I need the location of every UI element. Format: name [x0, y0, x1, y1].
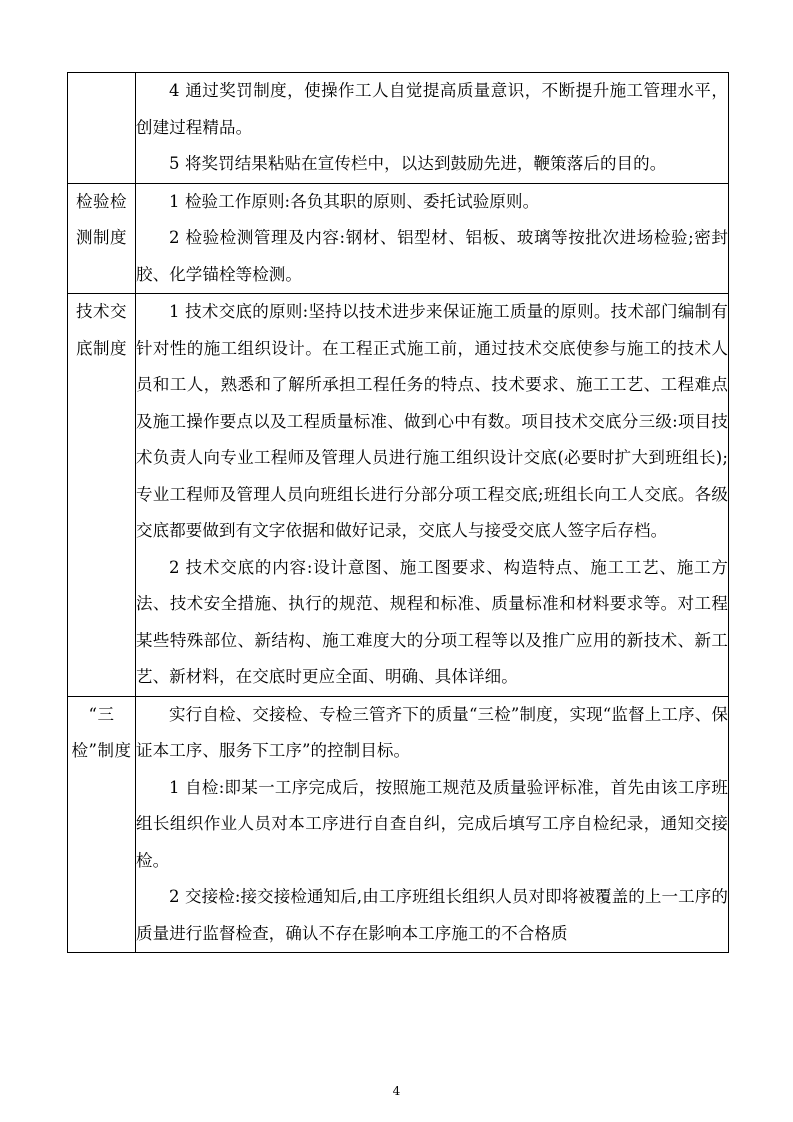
paragraph: 1 检验工作原则:各负其职的原则、委托试验原则。 — [169, 191, 540, 211]
paragraph: 2 交接检:接交接检通知后,由工序班组长组织人员对即将被覆盖的上一工序的质量进行监督检查，确认不存在影响本工序施工的不合格质 — [136, 887, 728, 943]
paragraph: 4 通过奖罚制度，使操作工人自觉提高质量意识，不断提升施工管理水平，创建过程精品。 — [136, 81, 728, 137]
page-number: 4 — [392, 1084, 401, 1098]
paragraph: 2 技术交底的内容:设计意图、施工图要求、构造特点、施工工艺、施工方法、技术安全措施、执行的规范、规程和标准、质量标准和材料要求等。对工程某些特殊部位、新结构、施工难度大的分项工程等以及推广应用的新技术、新工艺、新材料，在交底时更应全面、明确、具体详细。 — [136, 557, 728, 686]
row-body-cell-inspection-testing — [136, 183, 729, 294]
quality-management-system-table — [67, 72, 729, 953]
table-row — [68, 183, 729, 294]
table-row — [68, 73, 729, 184]
row-label-cell-inspection-testing: 检验检测制度 — [68, 183, 136, 294]
paragraph: 2 检验检测管理及内容:钢材、铝型材、铝板、玻璃等按批次进场检验;密封胶、化学锚栓等检测。 — [136, 228, 728, 284]
row-label-cell-technical-disclosure: 技术交底制度 — [68, 294, 136, 697]
paragraph: 1 自检:即某一工序完成后，按照施工规范及质量验评标准，首先由该工序班组长组织作业人员对本工序进行自查自纠，完成后填写工序自检纪录，通知交接检。 — [136, 777, 728, 870]
row-body-cell-three-inspections — [136, 696, 729, 953]
paragraph: 5 将奖罚结果粘贴在宣传栏中，以达到鼓励先进，鞭策落后的目的。 — [169, 154, 667, 173]
paragraph: 实行自检、交接检、专检三管齐下的质量“三检”制度，实现“监督上工序、保证本工序、服务下工序”的控制目标。 — [136, 704, 728, 760]
row-label-cell-continuation — [68, 73, 136, 184]
table-row — [68, 696, 729, 953]
table-row — [68, 294, 729, 697]
row-body-cell-technical-disclosure — [136, 294, 729, 697]
row-label-cell-three-inspections: “三检”制度 — [68, 696, 136, 953]
row-body-cell-continuation — [136, 73, 729, 184]
paragraph: 1 技术交底的原则:坚持以技术进步来保证施工质量的原则。技术部门编制有针对性的施工组织设计。在工程正式施工前，通过技术交底使参与施工的技术人员和工人，熟悉和了解所承担工程任务的特点、技术要求、施工工艺、工程难点及施工操作要点以及工程质量标准、做到心中有数。项目技术交底分三级:项目技术负责人向专业工程师及管理人员进行施工组织设计交底(必要时扩大到班组长);专业工程师及管理人员向班组长进行分部分项工程交底;班组长向工人交底。各级交底都要做到有文字依据和做好记录，交底人与接受交底人签字后存档。 — [136, 302, 728, 540]
